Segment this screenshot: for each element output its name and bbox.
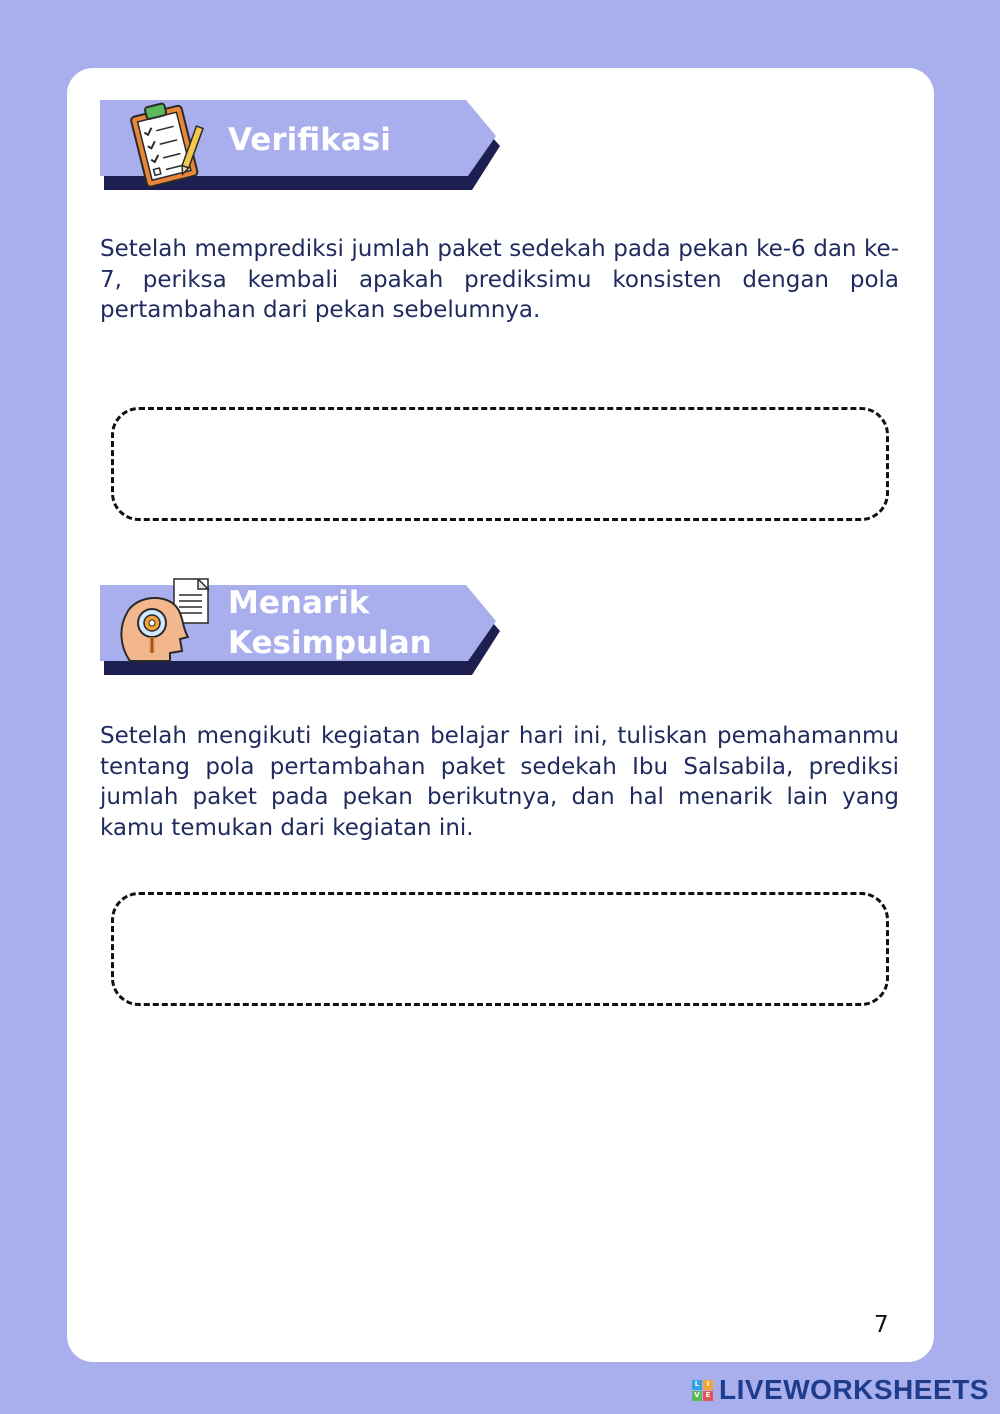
brand-logo-icon [692,1380,713,1401]
verifikasi-answer-box[interactable] [111,407,889,521]
menarik-title-line1: Menarik [228,585,370,621]
brand-name: LIVEWORKSHEETS [719,1374,989,1405]
menarik-kesimpulan-answer-box[interactable] [111,892,889,1006]
verifikasi-instruction: Setelah memprediksi jumlah paket sedekah pada pekan ke-6 dan ke-7, periksa kembali apakah prediksimu konsisten dengan pola pertambahan dari pekan sebelumnya. [100,236,899,323]
brand-logo-letter: I [703,1380,713,1390]
verifikasi-title: Verifikasi [228,122,391,158]
brand-logo-letter: V [692,1391,702,1401]
verifikasi-banner [100,100,500,192]
brand-logo-letter: E [703,1391,713,1401]
menarik-kesimpulan-banner [100,585,500,677]
liveworksheets-logo[interactable] [692,1374,989,1406]
menarik-title-line2: Kesimpulan [228,625,432,661]
page-number: 7 [874,1312,889,1338]
menarik-kesimpulan-instruction: Setelah mengikuti kegiatan belajar hari ini, tuliskan pemahamanmu tentang pola pertambahan paket sedekah Ibu Salsabila, prediksi jumlah paket pada pekan berikutnya, dan hal menarik lain yang kamu temukan dari kegiatan ini. [100,723,899,841]
clipboard-checklist-icon [126,100,204,194]
brand-logo-letter: L [692,1380,702,1390]
head-gear-thinking-icon [118,577,214,673]
